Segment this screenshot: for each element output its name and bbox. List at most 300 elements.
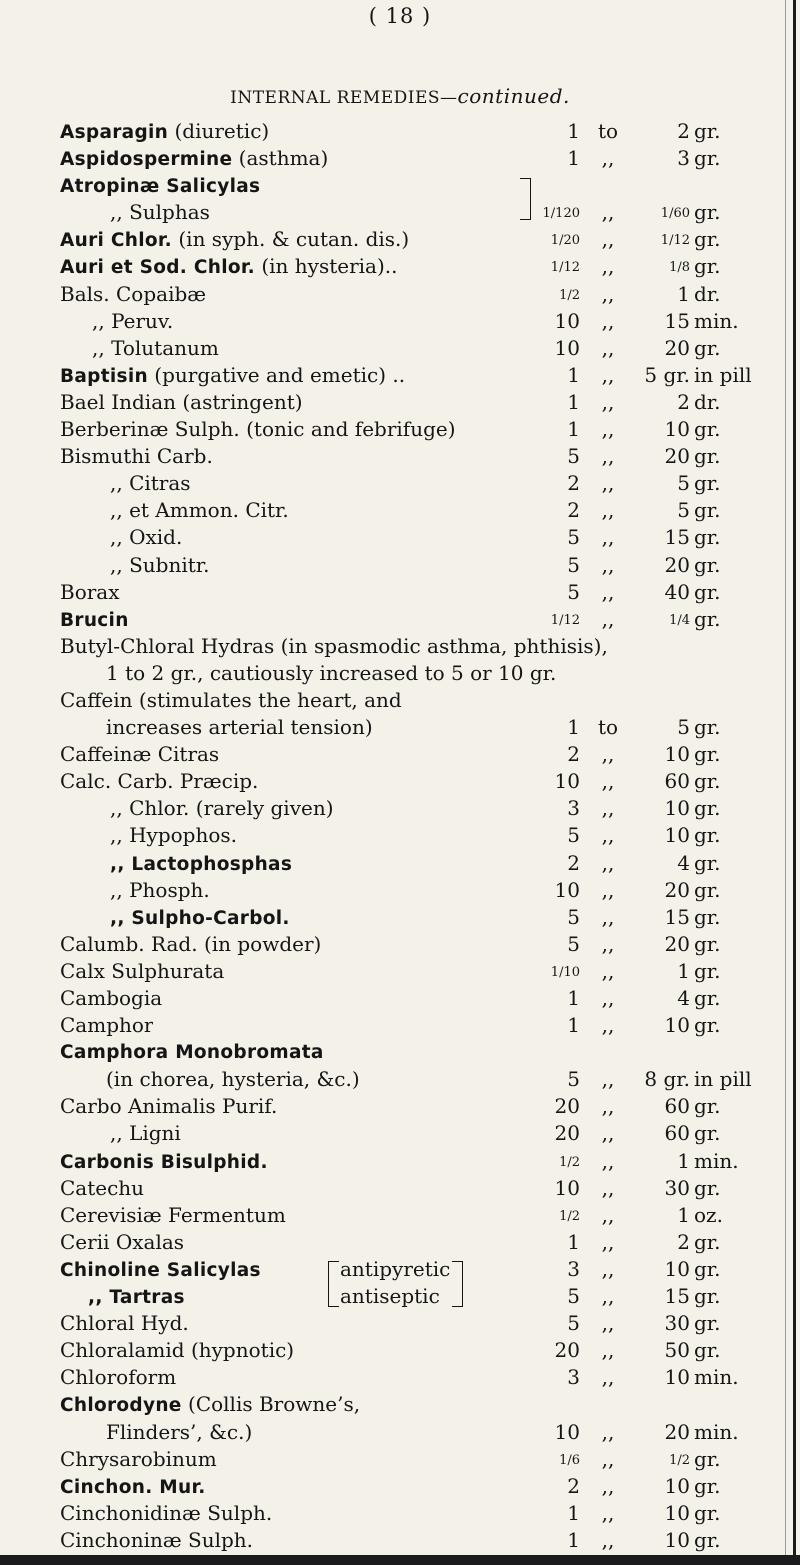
dose-unit: gr. [694,796,721,821]
remedy-title: ,, Ligni [110,1121,181,1146]
remedy-row [0,795,800,822]
dose-maximum: 1 [677,1202,690,1227]
remedy-title: Auri Chlor. [60,230,173,252]
dose-minimum [540,226,580,253]
remedy-row [0,958,800,985]
dose-minimum-fraction: 1/12 [550,612,580,628]
dose-unit: oz. [694,1202,723,1227]
dose-minimum: 5 [567,525,580,550]
remedy-name [60,579,120,606]
dose-unit: gr. [694,417,721,442]
dose-minimum: 1 [567,119,580,143]
remedy-title: Asparagin [60,122,169,143]
remedy-description: (purgative and emetic) .. [147,362,406,387]
dose-unit: gr. [694,1121,721,1146]
dose-unit: gr. [694,1229,721,1254]
remedy-row [0,1012,800,1039]
dose-maximum: 1 [677,281,690,306]
dose-connector: ,, [601,335,615,360]
remedy-row [0,1093,800,1120]
remedy-name [60,985,162,1012]
dose-connector: ,, [601,1148,615,1173]
dose-minimum-fraction: 1/10 [550,964,580,980]
remedy-row [0,226,800,253]
dose-unit: gr. [694,715,721,740]
dose-maximum: 10 [664,823,690,848]
remedy-name [60,416,456,443]
dose-minimum [540,1202,580,1229]
dose-maximum: 5 [677,498,690,523]
remedy-name [110,497,289,524]
dose-unit: gr. [694,931,721,956]
dose-minimum-fraction: 1/2 [559,1154,580,1170]
dose-unit: gr. [694,1311,721,1336]
dose-connector: ,, [601,606,615,631]
remedy-title: Caffeinæ Citras [60,742,220,767]
dose-maximum: 60 [664,769,690,794]
dose-minimum: 1 [567,1229,580,1254]
remedy-row [0,199,800,226]
remedy-description: (astringent) [176,389,303,414]
remedy-name [110,1120,181,1147]
dose-maximum: 30 [664,1175,690,1200]
remedy-name [60,389,303,416]
dose-minimum: 1 [567,715,580,740]
remedy-title: increases arterial tension) [106,715,373,740]
remedy-name [60,1527,253,1554]
remedy-title: Camphora Monobromata [60,1042,324,1064]
remedy-row [0,1120,800,1147]
remedy-title: ,, Tolutanum [92,335,219,360]
dose-connector: ,, [601,850,615,875]
remedy-row [0,579,800,606]
remedy-row [0,1337,800,1364]
remedy-title: Carbo Animalis Purif. [60,1094,278,1119]
dose-minimum: 1 [567,1527,580,1552]
dose-connector: ,, [601,227,615,252]
remedy-name [60,1337,294,1364]
dose-minimum [540,1148,580,1175]
dose-unit: dr. [694,389,721,414]
dose-connector: ,, [601,1419,615,1444]
dose-minimum [540,281,580,308]
remedy-name [92,308,173,335]
dose-maximum: 20 [664,444,690,469]
dose-minimum [540,199,580,226]
remedy-name [106,1066,360,1093]
remedy-row [0,1364,800,1391]
remedy-row [0,470,800,497]
dose-unit: gr. [694,552,721,577]
remedy-title: ,, Chlor. (rarely given) [110,796,334,821]
dose-connector: ,, [601,1284,615,1309]
remedy-row [0,281,800,308]
dose-connector: ,, [601,389,615,414]
remedy-title: Cerii Oxalas [60,1229,185,1254]
remedy-row [0,1039,800,1066]
remedy-title: Borax [60,579,120,604]
remedy-note: antiseptic [340,1284,440,1309]
remedy-title: Calx Sulphurata [60,958,225,983]
dose-connector: ,, [601,1256,615,1281]
dose-minimum: 1 [567,389,580,414]
remedy-row [0,118,800,145]
dose-connector: ,, [601,1094,615,1119]
dose-minimum: 5 [567,579,580,604]
dose-maximum: 10 [664,796,690,821]
dose-minimum-fraction: 1/120 [542,206,580,222]
remedy-name [60,768,258,795]
dose-minimum: 10 [554,769,580,794]
remedy-row [0,335,800,362]
remedy-row [0,497,800,524]
remedy-name [92,335,219,362]
dose-maximum: 20 [664,877,690,902]
remedy-name [110,850,292,878]
remedy-name [60,1012,153,1039]
remedy-name [110,904,290,932]
remedy-row [0,253,800,280]
remedy-title: ,, Subnitr. [110,552,210,577]
dose-minimum: 20 [554,1121,580,1146]
remedy-title: Calumb. Rad. (in powder) [60,931,322,956]
dose-connector: ,, [601,742,615,767]
remedy-title: Bael Indian [60,389,176,414]
dose-maximum: 10 [664,417,690,442]
dose-connector: ,, [601,525,615,550]
remedy-name [60,253,398,281]
dose-maximum [636,199,690,226]
dose-minimum [540,1446,580,1473]
dose-connector: ,, [601,1175,615,1200]
dose-maximum: 15 [664,525,690,550]
remedy-row [0,172,800,199]
dose-maximum: 1 [677,1148,690,1173]
remedy-title: Carbonis Bisulphid. [60,1151,268,1173]
remedy-name [110,524,182,551]
dose-minimum: 5 [567,444,580,469]
dose-unit: gr. [694,877,721,902]
dose-connector: ,, [601,146,615,171]
dose-minimum: 2 [567,498,580,523]
remedy-title: Chloral Hyd. [60,1311,189,1336]
dose-minimum: 2 [567,850,580,875]
dose-minimum: 10 [554,308,580,333]
remedy-name [110,199,210,226]
remedy-name [60,1175,144,1202]
remedy-row [0,768,800,795]
dose-maximum: 2 [677,1229,690,1254]
dose-connector: ,, [601,552,615,577]
remedy-row [0,1500,800,1527]
dose-connector: ,, [601,417,615,442]
remedy-name [60,1473,206,1501]
dose-maximum: 15 [664,904,690,929]
dose-maximum: 2 [677,119,690,143]
dose-maximum: 1 [677,958,690,983]
dose-maximum-fraction: 1/8 [669,260,690,276]
remedy-description: (diuretic) [168,119,270,143]
remedy-name [60,1256,261,1284]
remedy-title: ,, Sulphas [110,200,210,225]
dose-minimum [540,958,580,985]
dose-connector: to [597,715,619,740]
dose-unit: gr. [694,904,721,929]
remedy-name [110,470,191,497]
dose-maximum: 10 [664,1500,690,1525]
dose-minimum: 5 [567,1067,580,1092]
dose-minimum: 5 [567,904,580,929]
dose-unit: gr. [694,1256,721,1281]
dose-connector: ,, [601,1013,615,1038]
dose-minimum: 20 [554,1094,580,1119]
dose-maximum: 10 [664,1365,690,1390]
remedy-row [0,606,800,633]
dose-maximum: 15 [664,308,690,333]
dose-maximum: 4 [677,850,690,875]
running-head-continued: continued. [457,84,570,108]
dose-minimum: 2 [567,471,580,496]
remedy-name [60,1391,360,1419]
remedy-row [0,985,800,1012]
dose-unit: gr. [694,1013,721,1038]
remedy-row [0,1310,800,1337]
dose-maximum: 5 [677,471,690,496]
dose-maximum [636,253,690,280]
dose-maximum: 20 [664,931,690,956]
remedy-title: Chinoline Salicylas [60,1259,261,1281]
dose-minimum: 5 [567,1284,580,1309]
remedy-title: ,, Oxid. [110,525,183,550]
dose-minimum: 2 [567,742,580,767]
dose-maximum [636,606,690,633]
remedy-note: antipyretic [340,1256,451,1281]
remedy-title: ,, Hypophos. [110,823,238,848]
dose-minimum: 3 [567,1365,580,1390]
remedy-row [0,362,800,389]
dose-unit: gr. [694,335,721,360]
remedy-name [60,1446,217,1473]
dose-unit: gr. [694,1527,721,1552]
dose-connector: ,, [601,986,615,1010]
remedy-title: Baptisin [60,365,148,387]
dose-unit: gr. [694,119,721,143]
dose-minimum: 5 [567,552,580,577]
dose-minimum-fraction: 1/2 [559,287,580,303]
running-head-lead: INTERNAL REMEDIES— [230,88,458,108]
dose-minimum: 20 [554,1338,580,1363]
remedy-name [60,226,409,254]
dose-connector: ,, [601,1473,615,1498]
dose-connector: ,, [601,904,615,929]
dose-unit: gr. [694,227,721,252]
remedy-title: Atropinæ Salicylas [60,176,261,198]
remedy-title: Flinders’, &c.) [106,1419,253,1444]
dose-unit: in pill [694,362,752,387]
remedy-row [0,822,800,849]
remedy-title: (in chorea, hysteria, &c.) [106,1067,360,1092]
remedy-name [60,118,269,146]
dose-unit: min. [694,308,739,333]
dose-maximum: 40 [664,579,690,604]
dose-minimum: 10 [554,877,580,902]
remedy-row [0,660,800,687]
page-edge-line [785,0,786,1565]
dose-unit: gr. [694,986,721,1010]
dose-maximum [636,226,690,253]
remedy-name [110,795,334,822]
dose-unit: min. [694,1419,739,1444]
remedy-name [60,1310,189,1337]
dose-minimum: 2 [567,1473,580,1498]
remedy-description: (Collis Browne’s, [181,1392,361,1417]
remedy-title: Auri et Sod. Chlor. [60,257,255,279]
remedy-row [0,443,800,470]
dose-minimum [540,253,580,280]
dose-maximum: 3 [677,146,690,171]
remedy-title: ,, Citras [110,471,191,496]
remedy-row [0,931,800,958]
remedy-name [60,931,321,958]
dose-connector: ,, [601,471,615,496]
remedy-description: (tonic and febrifuge) [239,417,456,442]
dose-minimum: 1 [567,986,580,1010]
dose-maximum: 20 [664,335,690,360]
dose-unit: gr. [694,742,721,767]
dose-unit: gr. [694,146,721,171]
remedy-row [0,741,800,768]
dose-connector: ,, [601,1527,615,1552]
remedy-row [0,687,800,714]
remedy-title: Cerevisiæ Fermentum [60,1202,286,1227]
dose-maximum: 5 gr. [644,362,690,387]
dose-connector: ,, [601,877,615,902]
dose-connector: ,, [601,444,615,469]
dose-unit: in pill [694,1067,752,1092]
remedy-description: (asthma) [232,146,329,171]
dose-unit: gr. [694,1094,721,1119]
remedy-name [88,1283,185,1311]
remedy-row [0,714,800,741]
remedy-name [106,1419,252,1446]
dose-minimum: 10 [554,1175,580,1200]
dose-maximum: 30 [664,1311,690,1336]
remedy-row [0,1391,800,1418]
dose-unit: gr. [694,1446,721,1471]
dose-connector: ,, [601,1365,615,1390]
remedy-title: ,, Lactophosphas [110,853,293,875]
dose-maximum: 10 [664,742,690,767]
dose-maximum: 50 [664,1338,690,1363]
dose-maximum: 2 [677,389,690,414]
remedy-title: ,, Peruv. [92,308,174,333]
remedy-name [110,877,210,904]
remedy-row [0,904,800,931]
running-head [0,84,800,108]
dose-connector: ,, [601,1338,615,1363]
dose-connector: ,, [601,362,615,387]
dose-maximum: 10 [664,1256,690,1281]
dose-connector: ,, [601,308,615,333]
dose-minimum: 10 [554,1419,580,1444]
remedy-row [0,633,800,660]
dose-minimum: 5 [567,1311,580,1336]
remedy-name [110,552,210,579]
remedy-row [0,145,800,172]
dose-maximum: 10 [664,1527,690,1552]
remedy-row [0,1446,800,1473]
dose-connector: ,, [601,958,615,983]
remedy-title: Chlorodyne [60,1395,182,1417]
dose-minimum: 1 [567,146,580,171]
dose-minimum-fraction: 1/12 [550,260,580,276]
dose-maximum: 10 [664,1013,690,1038]
remedy-description: (hypnotic) [184,1338,295,1363]
dose-connector: ,, [601,1446,615,1471]
remedy-row [0,308,800,335]
remedy-title: Chloralamid [60,1338,185,1363]
remedy-title: Chloroform [60,1365,177,1390]
remedy-title: Camphor [60,1013,154,1038]
dose-unit: gr. [694,1284,721,1309]
dose-unit: gr. [694,958,721,983]
remedy-name [60,1093,277,1120]
remedy-row [0,389,800,416]
remedy-row [0,1229,800,1256]
dose-minimum: 3 [567,796,580,821]
dose-maximum-fraction: 1/4 [669,612,690,628]
dose-unit: gr. [694,769,721,794]
dose-unit: min. [694,1148,739,1173]
dose-unit: gr. [694,1473,721,1498]
dose-unit: min. [694,1365,739,1390]
dose-unit: gr. [694,850,721,875]
remedy-row [0,524,800,551]
dose-unit: gr. [694,579,721,604]
remedy-row [0,1202,800,1229]
dose-minimum: 10 [554,335,580,360]
dose-connector: ,, [601,1311,615,1336]
dose-minimum-fraction: 1/2 [559,1208,580,1224]
remedy-row [0,1066,800,1093]
remedy-row [0,552,800,579]
dose-connector: ,, [601,200,615,225]
dose-minimum: 1 [567,362,580,387]
dose-connector: ,, [601,254,615,279]
remedy-title: Bals. Copaibæ [60,281,207,306]
dose-maximum [636,1446,690,1473]
remedy-name [60,606,129,634]
dose-maximum: 5 [677,715,690,740]
dose-connector: ,, [601,796,615,821]
remedy-title: Catechu [60,1175,145,1200]
remedy-row [0,416,800,443]
dose-maximum: 20 [664,552,690,577]
remedy-description: (in syph. & cutan. dis.) [172,227,410,252]
remedy-name [60,958,224,985]
remedy-description: (in hysteria).. [254,254,398,279]
dose-minimum: 1 [567,417,580,442]
dose-unit: gr. [694,498,721,523]
dose-unit: gr. [694,823,721,848]
dose-maximum: 60 [664,1094,690,1119]
remedy-title: Bismuthi Carb. [60,444,213,469]
remedy-title: ,, Sulpho-Carbol. [110,907,290,929]
dose-unit: gr. [694,525,721,550]
dose-unit: gr. [694,1500,721,1525]
dose-minimum-fraction: 1/6 [559,1452,580,1468]
remedy-name [60,1500,272,1527]
